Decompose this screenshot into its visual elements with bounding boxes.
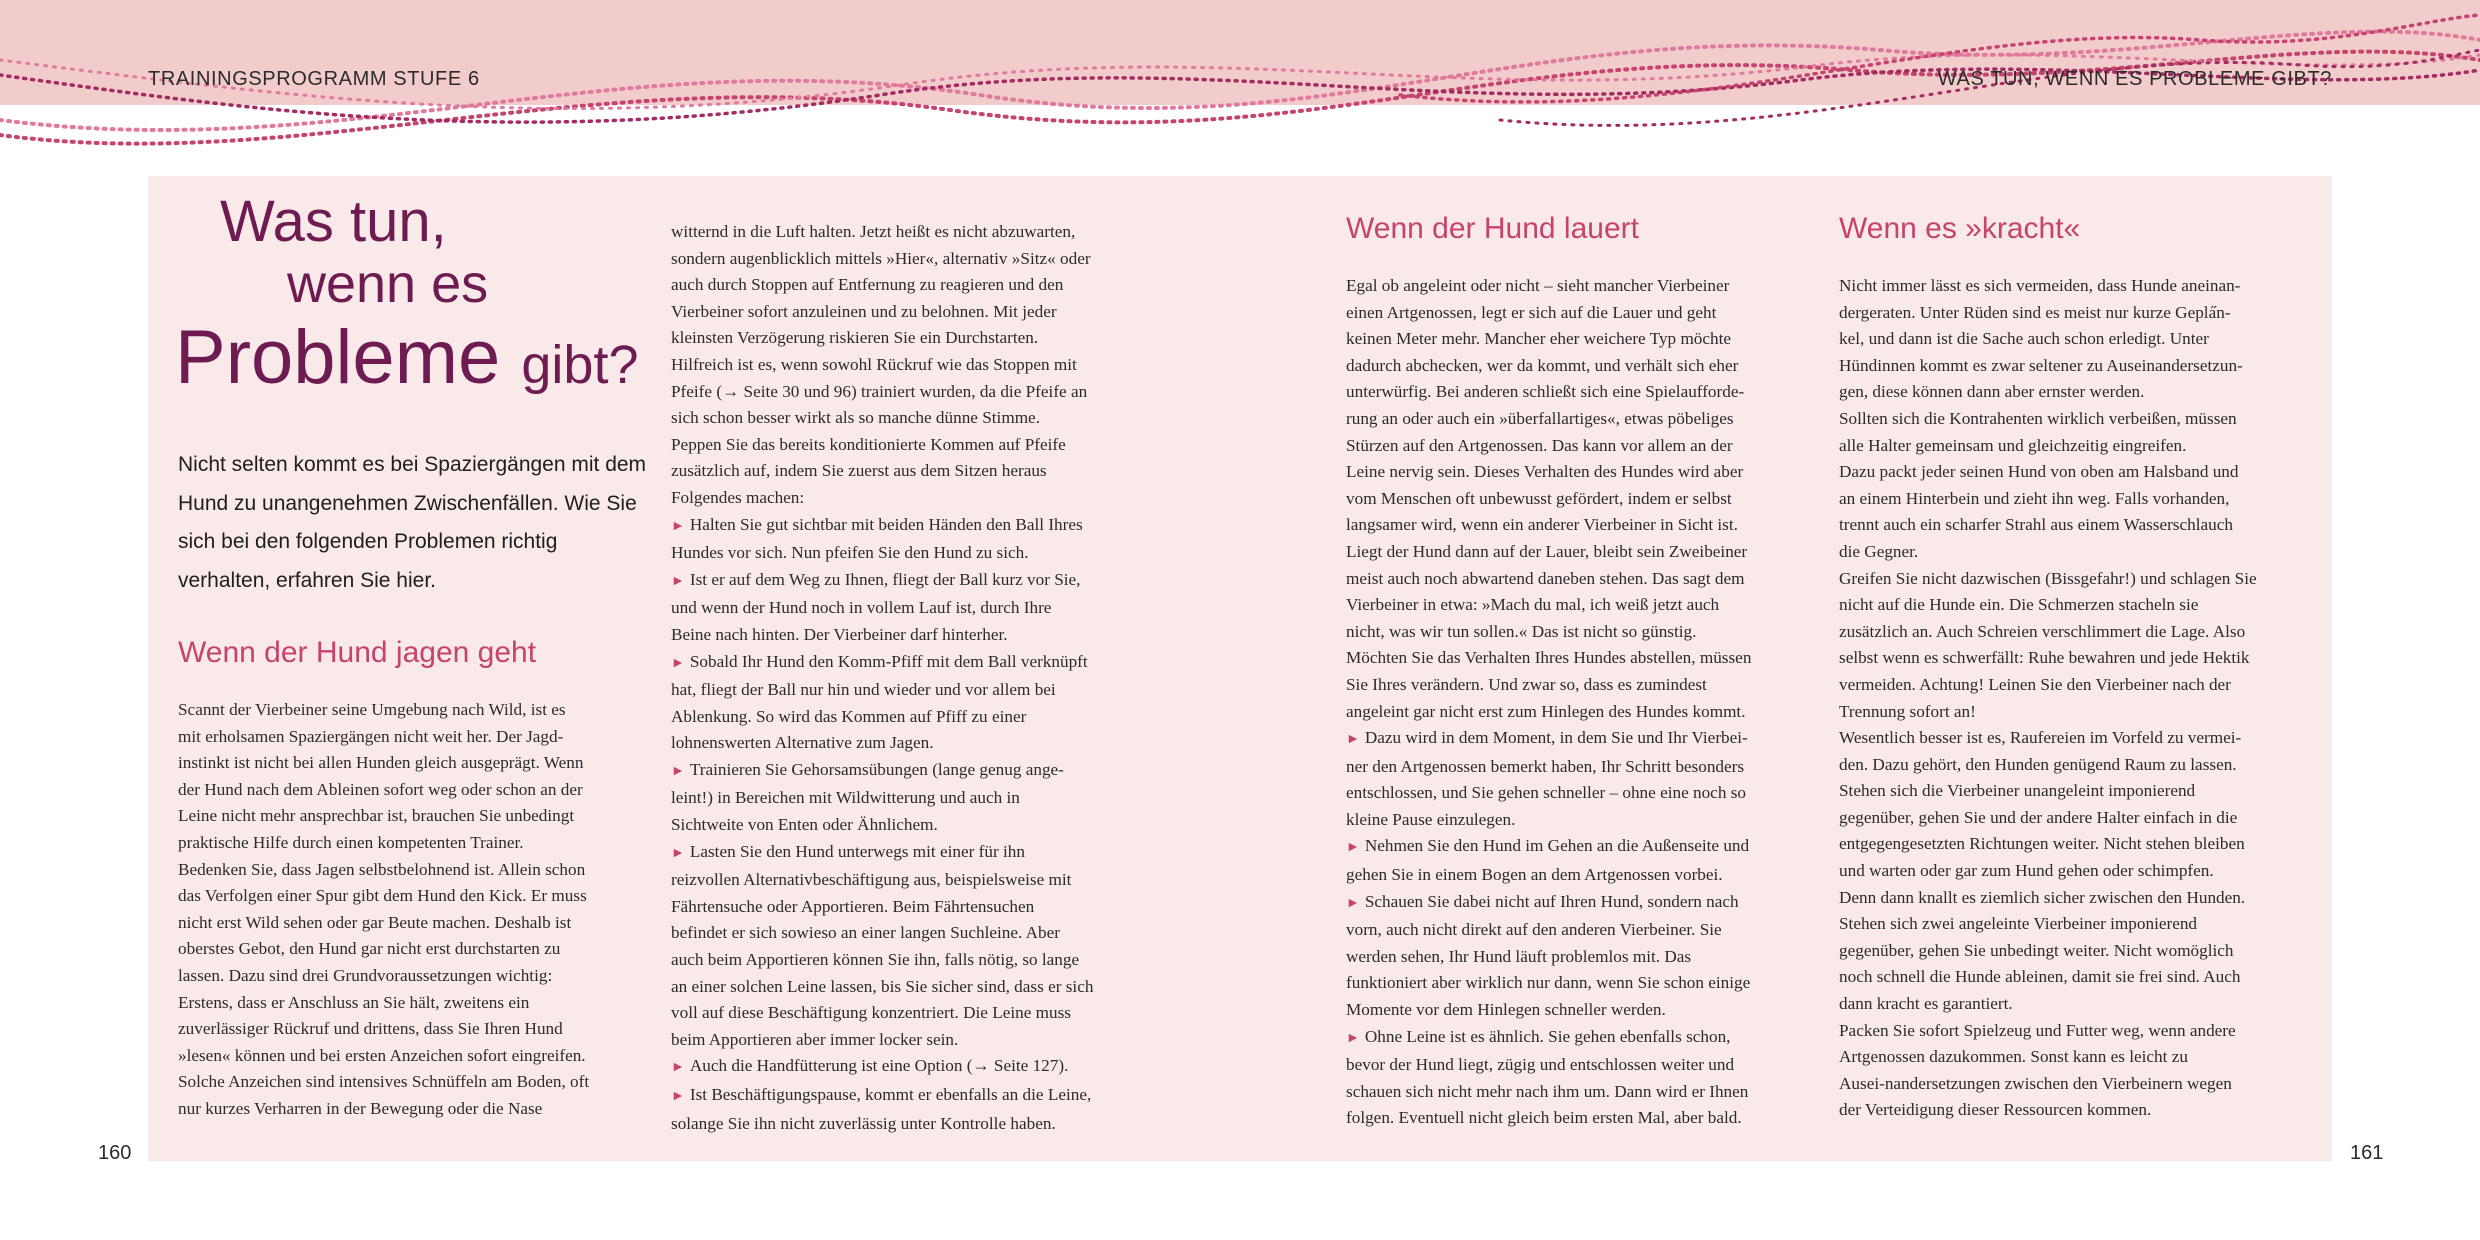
text-line — [671, 839, 1151, 868]
text-line — [671, 540, 1151, 567]
text-line — [1839, 805, 2319, 832]
text-line — [1839, 539, 2319, 566]
text-line — [671, 485, 1151, 512]
text-line-content: sondern augenblicklich mittels »Hier«, alternativ »Sitz« oder — [671, 248, 1091, 268]
text-line-content: praktische Hilfe durch einen kompetenten Trainer. — [178, 832, 524, 852]
text-line — [671, 272, 1151, 299]
text-line — [1346, 1105, 1826, 1132]
text-line-content: Lasten Sie den Hund unterwegs mit einer für ihn — [689, 841, 1025, 861]
text-line — [178, 990, 658, 1017]
text-line-content: Folgendes machen: — [671, 487, 805, 507]
text-line — [1839, 725, 2319, 752]
bullet-arrow-icon: ► — [1346, 1030, 1360, 1046]
text-line — [1346, 433, 1826, 460]
text-line-content: mit erholsamen Spaziergängen nicht weit her. Der Jagd- — [178, 726, 564, 746]
text-line — [178, 750, 658, 777]
text-line — [1839, 991, 2319, 1018]
text-line — [1346, 300, 1826, 327]
text-line — [178, 803, 658, 830]
text-line-content: nicht, was wir tun sollen.« Das ist nicht so günstig. — [1346, 621, 1697, 641]
text-line-content: Ausei-nandersetzungen zwischen den Vierbeinern wegen — [1839, 1073, 2232, 1093]
text-line-content: der Verteidigung dieser Ressourcen kommen. — [1839, 1100, 2152, 1120]
text-line-content: der Hund nach dem Ableinen sofort weg oder schon an der — [178, 779, 583, 799]
text-line — [1346, 699, 1826, 726]
text-line-content: Packen Sie sofort Spielzeug und Futter weg, wenn andere — [1839, 1020, 2236, 1040]
page-title — [175, 190, 655, 409]
text-line-content: Pfeife (→ Seite 30 und 96) trainiert wurden, da die Pfeife an — [671, 381, 1088, 401]
text-line-content: auch durch Stoppen auf Entfernung zu reagieren und den — [671, 275, 1064, 295]
text-line-content: nicht auf die Hunde ein. Die Schmerzen stacheln sie — [1839, 595, 2199, 615]
text-line — [671, 325, 1151, 352]
text-line-content: das Verfolgen einer Spur gibt dem Hund den Kick. Er muss — [178, 886, 587, 906]
text-line — [1839, 326, 2319, 353]
title-line-3 — [175, 314, 655, 409]
text-line-content: an einer solchen Leine lassen, bis Sie sicher sind, dass er sich — [671, 976, 1094, 996]
text-line — [671, 974, 1151, 1001]
bullet-arrow-icon: ► — [671, 1060, 685, 1076]
text-line — [1346, 780, 1826, 807]
text-line — [1839, 858, 2319, 885]
text-line-content: Ablenkung. So wird das Kommen auf Pfiff zu einer — [671, 706, 1027, 726]
text-line-content: Egal ob angeleint oder nicht – sieht mancher Vierbeiner — [1346, 276, 1730, 295]
text-line — [1839, 1097, 2319, 1124]
text-line-content: zusätzlich auf, indem Sie zuerst aus dem Sitzen heraus — [671, 461, 1047, 481]
text-line — [1839, 752, 2319, 779]
text-line — [1346, 619, 1826, 646]
text-line — [1346, 539, 1826, 566]
text-line-content: Trainieren Sie Gehorsamsübungen (lange genug ange- — [689, 759, 1064, 779]
text-line — [671, 649, 1151, 678]
text-line — [1346, 326, 1826, 353]
text-line-content: einen Artgenossen, legt er sich auf die Lauer und geht — [1346, 302, 1717, 322]
text-line — [1839, 885, 2319, 912]
text-line-content: Wesentlich besser ist es, Raufereien im Vorfeld zu vermei- — [1839, 728, 2242, 748]
text-line-content: voll auf diese Beschäftigung konzentriert. Die Leine muss — [671, 1003, 1071, 1023]
text-line — [671, 1111, 1151, 1138]
bullet-arrow-icon: ► — [1346, 732, 1360, 748]
text-line — [1839, 433, 2319, 460]
text-line-content: vorn, auch nicht direkt auf den anderen Vierbeiner. Sie — [1346, 920, 1722, 940]
text-line-content: trennt auch ein scharfer Strahl aus einem Wasserschlauch — [1839, 515, 2233, 535]
text-line-content: sich schon besser wirkt als so manche dünne Stimme. — [671, 408, 1040, 428]
text-line-content: vermeiden. Achtung! Leinen Sie den Vierbeiner nach der — [1839, 674, 2231, 694]
text-line-content: Hundes vor sich. Nun pfeifen Sie den Hund zu sich. — [671, 543, 1029, 563]
text-line-content: meist auch noch abwartend daneben stehen. Das sagt dem — [1346, 568, 1745, 588]
text-line-content: werden sehen, Ihr Hund läuft problemlos mit. Das — [1346, 946, 1692, 966]
text-line-content: noch schnell die Hunde ableinen, damit sie frei sind. Auch — [1839, 967, 2241, 987]
text-line-content: Dazu wird in dem Moment, in dem Sie und Ihr Vierbei- — [1364, 728, 1748, 748]
text-line-content: Denn dann knallt es ziemlich sicher zwischen den Hunden. — [1839, 887, 2246, 907]
text-line-content: die Gegner. — [1839, 541, 1919, 561]
text-line-content: gegenüber, gehen Sie und der andere Halter einfach in die — [1839, 807, 2238, 827]
text-line — [1839, 353, 2319, 380]
text-line — [1839, 459, 2319, 486]
text-line — [1346, 1024, 1826, 1053]
text-line — [1839, 592, 2319, 619]
text-line — [1839, 566, 2319, 593]
text-line — [1346, 970, 1826, 997]
text-line-content: beim Apportieren aber immer locker sein. — [671, 1029, 959, 1049]
text-line-content: kleinsten Verzögerung riskieren Sie ein Durchstarten. — [671, 328, 1039, 348]
bullet-arrow-icon: ► — [671, 845, 685, 861]
text-line — [1839, 1018, 2319, 1045]
text-line-content: ner den Artgenossen bemerkt haben, Ihr Schritt besonders — [1346, 756, 1745, 776]
text-line — [671, 219, 1151, 246]
text-line-content: Nicht immer lässt es sich vermeiden, dass Hunde aneinan- — [1839, 276, 2241, 295]
text-line — [1839, 699, 2319, 726]
text-line-content: befindet er sich sowieso an einer langen Suchleine. Aber — [671, 923, 1060, 943]
text-line-content: witternd in die Luft halten. Jetzt heißt es nicht abzuwarten, — [671, 222, 1076, 241]
text-line-content: Hündinnen kommt es zwar seltener zu Auseinandersetzun- — [1839, 355, 2243, 375]
text-line — [1346, 672, 1826, 699]
text-line-content: funktioniert aber wirklich nur dann, wenn Sie schon einige — [1346, 973, 1751, 993]
text-line-content: Peppen Sie das bereits konditionierte Kommen auf Pfeife — [671, 434, 1066, 454]
heading-hund-jagen: Wenn der Hund jagen geht — [178, 636, 537, 669]
text-line-content: Sobald Ihr Hund den Komm-Pfiff mit dem Ball verknüpft — [689, 651, 1088, 671]
text-line — [671, 622, 1151, 649]
text-line-content: nur kurzes Verharren in der Bewegung oder die Nase — [178, 1098, 543, 1118]
text-line — [671, 432, 1151, 459]
text-line — [1346, 807, 1826, 834]
title-line-2: wenn es — [287, 254, 489, 314]
text-line — [1839, 300, 2319, 327]
text-line-content: vom Menschen oft unbewusst gefördert, indem er selbst — [1346, 488, 1732, 508]
text-line — [178, 963, 658, 990]
text-line-content: Leine nicht mehr ansprechbar ist, brauchen Sie unbedingt — [178, 806, 575, 826]
text-line — [1839, 964, 2319, 991]
column-4-text — [1839, 273, 2319, 1124]
text-line — [178, 724, 658, 751]
bullet-arrow-icon: ► — [1346, 895, 1360, 911]
text-line — [178, 1096, 658, 1123]
heading-es-kracht: Wenn es »kracht« — [1839, 212, 2081, 245]
text-line-content: Artgenossen dazukommen. Sonst kann es leicht zu — [1839, 1047, 2188, 1067]
text-line-content: dergeraten. Unter Rüden sind es meist nur kurze Gepla̋n- — [1839, 302, 2231, 322]
text-line — [1346, 833, 1826, 862]
text-line-content: Schauen Sie dabei nicht auf Ihren Hund, sondern nach — [1364, 891, 1739, 911]
text-line-content: Auch die Handfütterung ist eine Option (→ Seite 127). — [689, 1056, 1069, 1076]
text-line — [671, 1027, 1151, 1054]
text-line-content: Sollten sich die Kontrahenten wirklich verbeißen, müssen — [1839, 408, 2237, 428]
text-line — [671, 352, 1151, 379]
text-line-content: Solche Anzeichen sind intensives Schnüffeln am Boden, oft — [178, 1072, 590, 1092]
text-line — [1346, 512, 1826, 539]
text-line — [1346, 566, 1826, 593]
text-line-content: Vierbeiner sofort anzuleinen und zu belohnen. Mit jeder — [671, 301, 1057, 321]
column-1-text — [178, 697, 658, 1123]
text-line — [671, 458, 1151, 485]
text-line-content: Bedenken Sie, dass Jagen selbstbelohnend ist. Allein schon — [178, 859, 586, 879]
text-line-content: solange Sie ihn nicht zuverlässig unter Kontrolle haben. — [671, 1113, 1056, 1133]
text-line — [1346, 862, 1826, 889]
text-line — [1839, 1071, 2319, 1098]
text-line — [671, 299, 1151, 326]
text-line-content: Vierbeiner in etwa: »Mach du mal, ich weiß jetzt auch — [1346, 595, 1720, 615]
page-number-left: 160 — [98, 1142, 132, 1164]
text-line-content: Ohne Leine ist es ähnlich. Sie gehen ebenfalls schon, — [1364, 1026, 1731, 1046]
text-line — [671, 894, 1151, 921]
text-line-content: Hilfreich ist es, wenn sowohl Rückruf wie das Stoppen mit — [671, 354, 1077, 374]
text-line-content: den. Dazu gehört, den Hunden genügend Raum zu lassen. — [1839, 754, 2237, 774]
text-line — [671, 677, 1151, 704]
text-line-content: Fährtensuche oder Apportieren. Beim Fährtensuchen — [671, 896, 1035, 916]
bullet-arrow-icon: ► — [671, 763, 685, 779]
text-line — [671, 595, 1151, 622]
text-line — [671, 512, 1151, 541]
bullet-arrow-icon: ► — [1346, 840, 1360, 856]
text-line — [671, 1000, 1151, 1027]
text-line — [178, 1016, 658, 1043]
text-line-content: Erstens, dass er Anschluss an Sie hält, zweitens ein — [178, 992, 530, 1012]
text-line-content: dann kracht es garantiert. — [1839, 994, 2013, 1014]
text-line — [671, 812, 1151, 839]
text-line — [1839, 672, 2319, 699]
text-line — [671, 379, 1151, 406]
text-line-content: schauen sich nicht mehr nach ihm um. Dann wird er Ihnen — [1346, 1081, 1749, 1101]
text-line-content: Liegt der Hund dann auf der Lauer, bleibt sein Zweibeiner — [1346, 541, 1748, 561]
text-line-content: nicht erst Wild sehen oder gar Beute machen. Deshalb ist — [178, 912, 572, 932]
text-line-content: unterwürfig. Bei anderen schließt sich eine Spielaufforde- — [1346, 382, 1745, 402]
bullet-arrow-icon: ► — [671, 573, 685, 589]
text-line — [1346, 889, 1826, 918]
text-line-content: Ist Beschäftigungspause, kommt er ebenfalls an die Leine, — [689, 1085, 1092, 1104]
text-line-content: Sie Ihres verändern. Und zwar so, dass es zumindest — [1346, 674, 1707, 694]
text-line — [1839, 486, 2319, 513]
text-line — [178, 857, 658, 884]
text-line — [671, 704, 1151, 731]
text-line-content: gegenüber, gehen Sie unbedingt weiter. Nicht womöglich — [1839, 940, 2234, 960]
text-line — [1346, 645, 1826, 672]
text-line — [1346, 754, 1826, 781]
bullet-arrow-icon: ► — [671, 518, 685, 534]
title-line-1: Was tun, — [220, 189, 447, 254]
text-line-content: Leine nervig sein. Dieses Verhalten des Hundes wird aber — [1346, 462, 1744, 482]
text-line — [1346, 1052, 1826, 1079]
text-line-content: Stürzen auf den Artgenossen. Das kann vor allem an der — [1346, 435, 1733, 455]
text-line-content: kel, und dann ist die Sache auch schon erledigt. Unter — [1839, 329, 2209, 349]
text-line-content: an einem Hinterbein und zieht ihn weg. Falls vorhanden, — [1839, 488, 2230, 508]
text-line-content: entschlossen, und Sie gehen schneller – ohne eine noch so — [1346, 783, 1746, 803]
text-line-content: Momente vor dem Hinlegen schneller werden. — [1346, 1000, 1666, 1020]
text-line-content: entgegengesetzten Richtungen weiter. Nicht stehen bleiben — [1839, 834, 2245, 854]
title-large-word: Probleme — [175, 315, 501, 400]
text-line — [1839, 645, 2319, 672]
text-line — [178, 830, 658, 857]
text-line-content: Trennung sofort an! — [1839, 701, 1976, 721]
text-line-content: Ist er auf dem Weg zu Ihnen, fliegt der Ball kurz vor Sie, — [689, 569, 1081, 589]
text-line — [1346, 459, 1826, 486]
text-line-content: reizvollen Alternativbeschäftigung aus, beispielsweise mit — [671, 870, 1072, 890]
text-line — [178, 697, 658, 724]
text-line-content: langsamer wird, wenn ein anderer Vierbeiner in Sicht ist. — [1346, 515, 1738, 535]
text-line — [671, 246, 1151, 273]
text-line-content: bevor der Hund liegt, zügig und entschlossen weiter und — [1346, 1055, 1735, 1075]
bullet-arrow-icon: ► — [671, 1089, 685, 1104]
text-line-content: Stehen sich zwei angeleinte Vierbeiner imponierend — [1839, 914, 2198, 934]
text-line — [1839, 406, 2319, 433]
text-line-content: selbst wenn es schwerfällt: Ruhe bewahren und jede Hektik — [1839, 648, 2250, 668]
text-line — [178, 936, 658, 963]
text-line — [1839, 273, 2319, 300]
text-line — [1346, 379, 1826, 406]
text-line — [1346, 944, 1826, 971]
text-line — [1346, 592, 1826, 619]
running-header-left: TRAININGSPROGRAMM STUFE 6 — [148, 68, 480, 90]
text-line — [1839, 778, 2319, 805]
text-line — [671, 1053, 1151, 1082]
bullet-arrow-icon: ► — [671, 655, 685, 671]
text-line — [1346, 997, 1826, 1024]
text-line — [671, 730, 1151, 757]
text-line-content: »lesen« können und bei ersten Anzeichen sofort eingreifen. — [178, 1045, 586, 1065]
text-line — [671, 1082, 1151, 1111]
text-line-content: und warten oder gar zum Hund gehen oder schimpfen. — [1839, 861, 2214, 881]
text-line-content: keinen Meter mehr. Mancher eher weichere Typ möchte — [1346, 329, 1732, 349]
text-line — [671, 405, 1151, 432]
text-line-content: hat, fliegt der Ball nur hin und wieder und vor allem bei — [671, 680, 1056, 700]
heading-hund-lauert: Wenn der Hund lauert — [1346, 212, 1639, 245]
text-line — [178, 910, 658, 937]
text-line — [1839, 619, 2319, 646]
text-line — [178, 1043, 658, 1070]
text-line-content: alle Halter gemeinsam und gleichzeitig eingreifen. — [1839, 435, 2187, 455]
text-line — [671, 567, 1151, 596]
text-line — [1839, 911, 2319, 938]
running-header-right: WAS TUN, WENN ES PROBLEME GIBT? — [1937, 68, 2332, 90]
text-line-content: dadurch abchecken, wer da kommt, und verhält sich eher — [1346, 355, 1739, 375]
text-line-content: folgen. Eventuell nicht gleich beim ersten Mal, aber bald. — [1346, 1108, 1742, 1128]
text-line — [178, 1069, 658, 1096]
text-line — [1346, 406, 1826, 433]
text-line — [671, 785, 1151, 812]
text-line-content: Dazu packt jeder seinen Hund von oben am Halsband und — [1839, 462, 2239, 482]
text-line — [671, 920, 1151, 947]
text-line — [1346, 486, 1826, 513]
text-line — [178, 777, 658, 804]
text-line — [1839, 379, 2319, 406]
text-line — [671, 867, 1151, 894]
text-line-content: lohnenswerten Alternative zum Jagen. — [671, 733, 934, 753]
column-3-text — [1346, 273, 1826, 1132]
text-line-content: kleine Pause einzulegen. — [1346, 809, 1516, 829]
text-line-content: Scannt der Vierbeiner seine Umgebung nach Wild, ist es — [178, 700, 566, 719]
text-line-content: zusätzlich an. Auch Schreien verschlimmert die Lage. Also — [1839, 621, 2246, 641]
text-line-content: gehen Sie in einem Bogen an dem Artgenossen vorbei. — [1346, 865, 1723, 885]
text-line-content: auch beim Apportieren können Sie ihn, falls nötig, so lange — [671, 950, 1080, 970]
text-line — [1346, 917, 1826, 944]
column-2-text — [671, 219, 1151, 1137]
text-line-content: leint!) in Bereichen mit Wildwitterung und auch in — [671, 788, 1020, 808]
text-line — [1839, 1044, 2319, 1071]
text-line-content: Sichtweite von Enten oder Ähnlichem. — [671, 815, 938, 835]
text-line — [671, 757, 1151, 786]
text-line — [1346, 353, 1826, 380]
text-line-content: Beine nach hinten. Der Vierbeiner darf hinterher. — [671, 624, 1008, 644]
text-line — [671, 947, 1151, 974]
text-line — [1346, 1079, 1826, 1106]
text-line-content: zuverlässiger Rückruf und drittens, dass Sie Ihren Hund — [178, 1019, 563, 1039]
text-line — [1839, 512, 2319, 539]
text-line-content: Greifen Sie nicht dazwischen (Bissgefahr!) und schlagen Sie — [1839, 568, 2257, 588]
text-line — [1346, 273, 1826, 300]
text-line-content: und wenn der Hund noch in vollem Lauf ist, durch Ihre — [671, 598, 1052, 618]
text-line — [1346, 725, 1826, 754]
text-line-content: Halten Sie gut sichtbar mit beiden Händen den Ball Ihres — [689, 514, 1083, 534]
page-number-right: 161 — [2350, 1142, 2384, 1164]
text-line-content: angeleint gar nicht erst zum Hinlegen des Hundes kommt. — [1346, 701, 1746, 721]
text-line-content: Möchten Sie das Verhalten Ihres Hundes abstellen, müssen — [1346, 648, 1752, 668]
text-line — [1839, 831, 2319, 858]
text-line-content: gen, diese können dann aber ernster werden. — [1839, 382, 2145, 402]
text-line — [1839, 938, 2319, 965]
intro-paragraph: Nicht selten kommt es bei Spaziergängen mit dem Hund zu unangenehmen Zwischenfällen. Wie Sie sich bei den folgenden Problemen richtig verhalten, erfahren Sie hier. — [178, 453, 647, 592]
title-small-word: gibt? — [521, 335, 639, 395]
text-line — [178, 883, 658, 910]
text-line-content: Stehen sich die Vierbeiner unangeleint imponierend — [1839, 781, 2196, 801]
text-line-content: lassen. Dazu sind drei Grundvoraussetzungen wichtig: — [178, 965, 553, 985]
text-line-content: oberstes Gebot, den Hund gar nicht erst durchstarten zu — [178, 939, 561, 959]
text-line-content: instinkt ist nicht bei allen Hunden gleich ausgeprägt. Wenn — [178, 753, 584, 773]
text-line-content: rung an oder auch ein »überfallartiges«, etwas pöbeliges — [1346, 408, 1734, 428]
text-line-content: Nehmen Sie den Hund im Gehen an die Außenseite und — [1364, 836, 1750, 856]
